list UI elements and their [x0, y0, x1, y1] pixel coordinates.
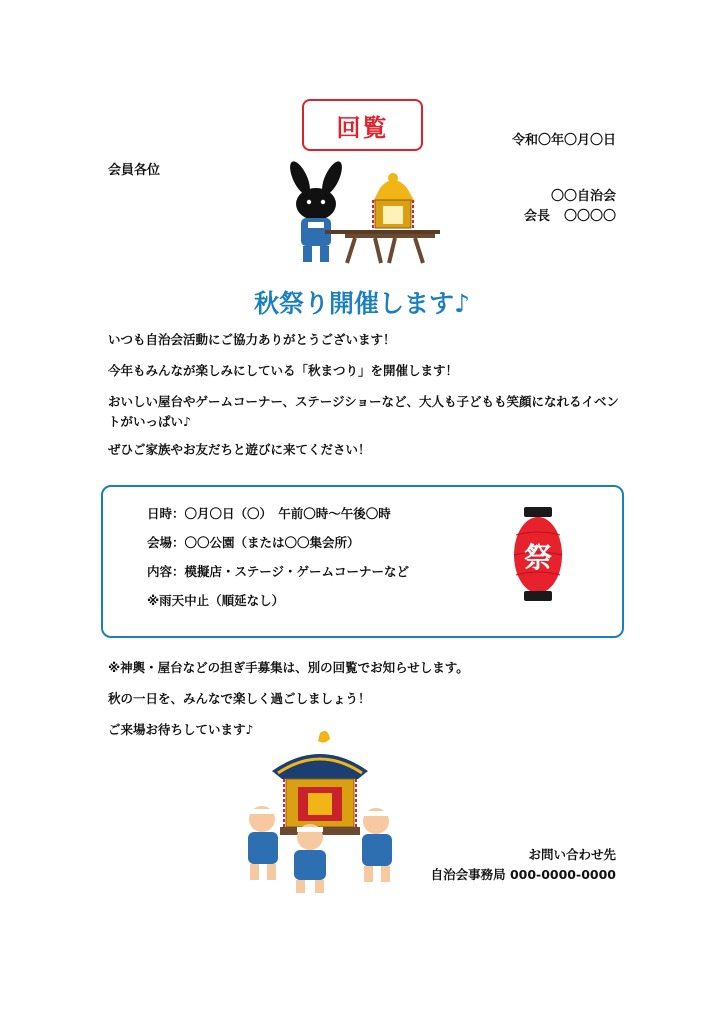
detail-content: 内容：模擬店・ステージ・ゲームコーナーなど — [147, 564, 410, 579]
intro-paragraph: いつも自治会活動にご協力ありがとうございます！ — [108, 332, 396, 347]
intro-paragraph: 今年もみんなが楽しみにしている「秋まつり」を開催します！ — [108, 363, 459, 378]
organization-name: 〇〇自治会 — [550, 189, 616, 204]
closing-note: ※神輿・屋台などの担ぎ手募集は、別の回覧でお知らせします。 — [108, 660, 469, 675]
closing-paragraph: ご来場お待ちしています♪ — [108, 722, 254, 737]
rabbit-mikoshi-illustration — [285, 160, 440, 265]
detail-rain-note: ※雨天中止（順延なし） — [147, 593, 285, 608]
intro-paragraph: ぜひご家族やお友だちと遊びに来てください！ — [108, 442, 371, 457]
page-title: 秋祭り開催します♪ — [254, 289, 470, 318]
contact-office: 自治会事務局 — [430, 867, 506, 882]
recipient: 会員各位 — [108, 163, 161, 178]
contact-phone: 000-0000-0000 — [509, 867, 616, 882]
chair-name: 〇〇〇〇 — [563, 209, 616, 224]
chair-line — [524, 205, 616, 224]
chair-role: 会長 — [523, 209, 550, 224]
lantern-icon — [510, 505, 566, 605]
mikoshi-bearers-illustration — [232, 727, 410, 895]
contact-heading: お問い合わせ先 — [528, 847, 616, 862]
detail-datetime: 日時：〇月〇日（〇） 午前〇時～午後〇時 — [147, 506, 391, 521]
closing-paragraph: 秋の一日を、みんなで楽しく過ごしましょう！ — [108, 691, 371, 706]
detail-venue: 会場：〇〇公園（または〇〇集会所） — [147, 535, 360, 550]
issue-date: 令和〇年〇月〇日 — [511, 133, 616, 148]
lantern-text: 祭 — [523, 541, 553, 574]
intro-paragraph: おいしい屋台やゲームコーナー、ステージショーなど、大人も子どもも笑顔になれるイベントがいっぱい♪ — [108, 394, 619, 429]
contact-info — [431, 865, 616, 883]
circular-stamp: 回覧 — [302, 99, 423, 151]
